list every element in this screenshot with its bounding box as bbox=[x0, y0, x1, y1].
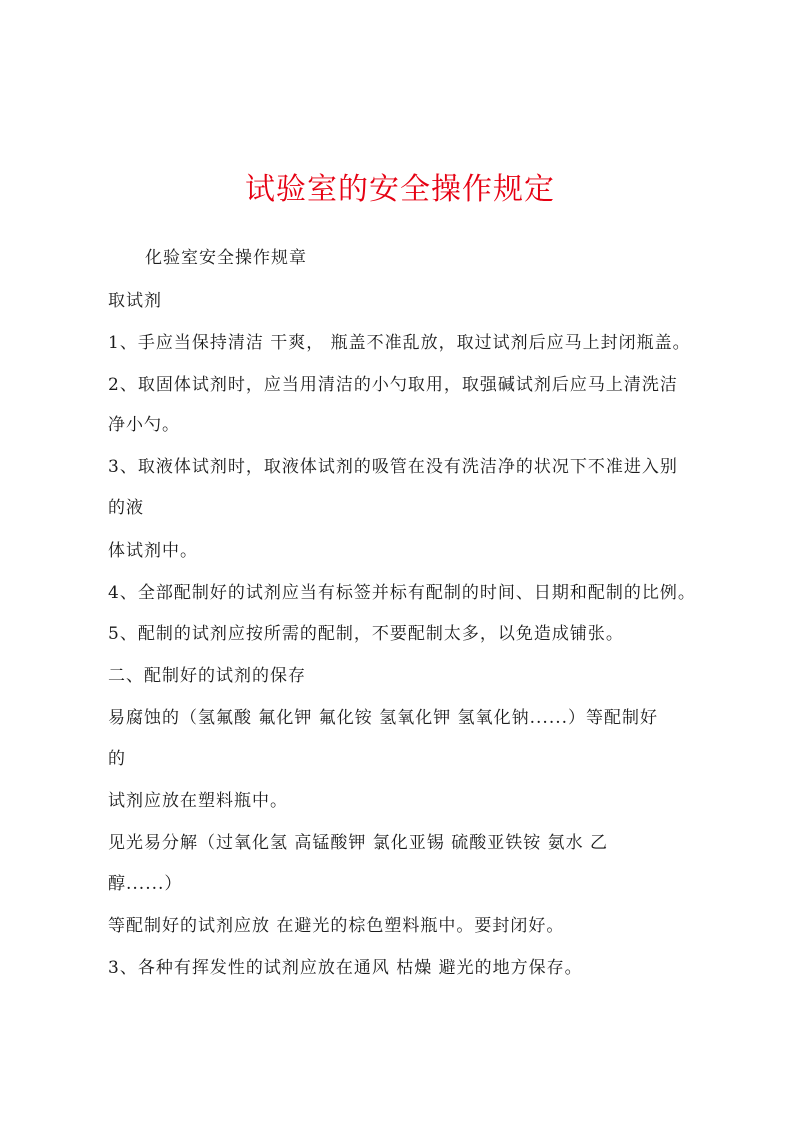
text-line: 醇......） bbox=[108, 874, 183, 894]
section-heading: 二、配制好的试剂的保存 bbox=[108, 666, 306, 686]
text-line: 2、取固体试剂时，应当用清洁的小勺取用，取强碱试剂后应马上清洗洁 bbox=[108, 375, 678, 395]
text-line: 体试剂中。 bbox=[108, 541, 198, 561]
text-line: 见光易分解（过氧化氢 高锰酸钾 氯化亚锡 硫酸亚铁铵 氨水 乙 bbox=[108, 833, 609, 853]
text-line: 的液 bbox=[108, 498, 144, 518]
document-title: 试验室的安全操作规定 bbox=[245, 172, 555, 207]
text-line: 3、取液体试剂时，取液体试剂的吸管在没有洗洁净的状况下不准进入别 bbox=[108, 457, 678, 477]
text-line: 净小勺。 bbox=[108, 415, 180, 435]
text-line: 的 bbox=[108, 749, 126, 769]
text-line: 1、手应当保持清洁 干爽， 瓶盖不准乱放，取过试剂后应马上封闭瓶盖。 bbox=[108, 333, 691, 353]
text-line: 试剂应放在塑料瓶中。 bbox=[108, 791, 288, 811]
subtitle-line: 化验室安全操作规章 bbox=[145, 248, 307, 268]
text-line: 4、全部配制好的试剂应当有标签并标有配制的时间、日期和配制的比例。 bbox=[108, 583, 696, 603]
text-line: 易腐蚀的（氢氟酸 氟化钾 氟化铵 氢氧化钾 氢氧化钠......）等配制好 bbox=[108, 708, 659, 728]
text-line: 等配制好的试剂应放 在避光的棕色塑料瓶中。要封闭好。 bbox=[108, 916, 565, 936]
text-line: 5、配制的试剂应按所需的配制，不要配制太多，以免造成铺张。 bbox=[108, 624, 624, 644]
text-line: 3、各种有挥发性的试剂应放在通风 枯燥 避光的地方保存。 bbox=[108, 958, 583, 978]
section-heading: 取试剂 bbox=[108, 291, 162, 311]
